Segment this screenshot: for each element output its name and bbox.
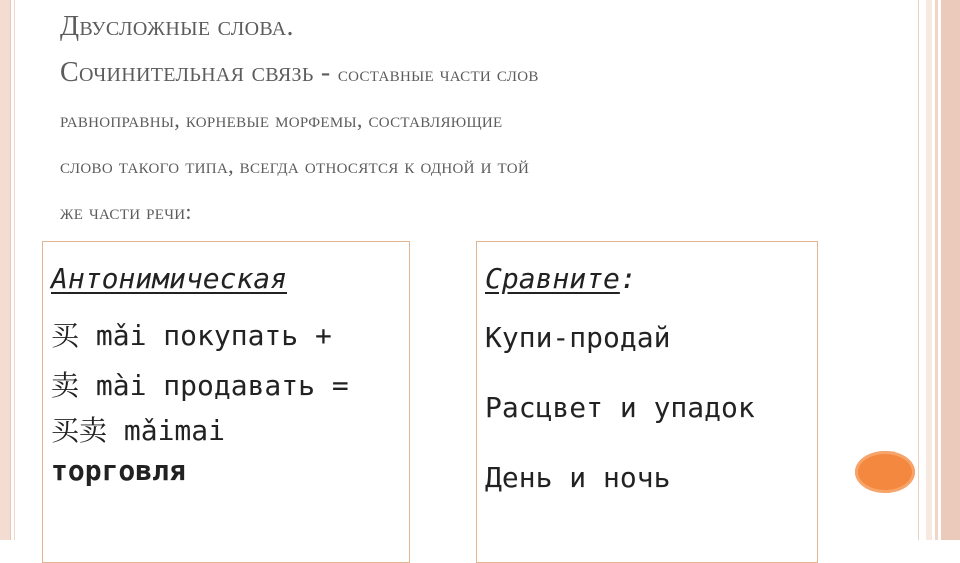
right-compare-box — [476, 241, 818, 563]
right-box-heading-colon: : — [619, 262, 637, 295]
title-line-1: Двусложные слова. — [60, 11, 294, 42]
left-frame-line — [14, 0, 15, 540]
slide-title — [60, 4, 900, 235]
left-box-result: торговля — [51, 454, 186, 487]
title-line-3: равноправны, корневые морфемы, составляющие — [60, 107, 503, 132]
right-box-line: День и ночь — [485, 461, 671, 494]
left-example-box — [42, 241, 410, 563]
title-term: Сочинительная связь - — [60, 57, 338, 88]
title-line-2 — [60, 50, 900, 97]
left-box-content — [51, 262, 405, 491]
left-box-lines — [51, 311, 405, 491]
title-definition-start: составные части слов — [337, 61, 539, 86]
right-box-content — [485, 262, 813, 513]
right-frame-line — [918, 0, 919, 540]
left-box-line: 卖 mài продавать = — [51, 369, 349, 402]
left-box-heading: Антонимическая — [51, 262, 288, 295]
title-line-5: же части речи: — [60, 199, 192, 224]
left-frame-stripe — [0, 0, 11, 540]
right-box-line: Купи-продай — [485, 321, 671, 354]
title-line-4: слово такого типа, всегда относятся к одной и той — [60, 153, 530, 178]
right-box-line: Расцвет и упадок — [485, 391, 755, 424]
right-box-lines — [485, 303, 813, 513]
right-frame-stripes — [926, 0, 960, 540]
left-box-line: 买卖 mǎimai — [51, 414, 226, 447]
right-box-heading-wrap — [485, 262, 637, 295]
left-box-line: 买 mǎi покупать + — [51, 319, 332, 352]
orange-decor-dot — [855, 451, 915, 493]
right-box-heading: Сравните — [485, 262, 620, 295]
